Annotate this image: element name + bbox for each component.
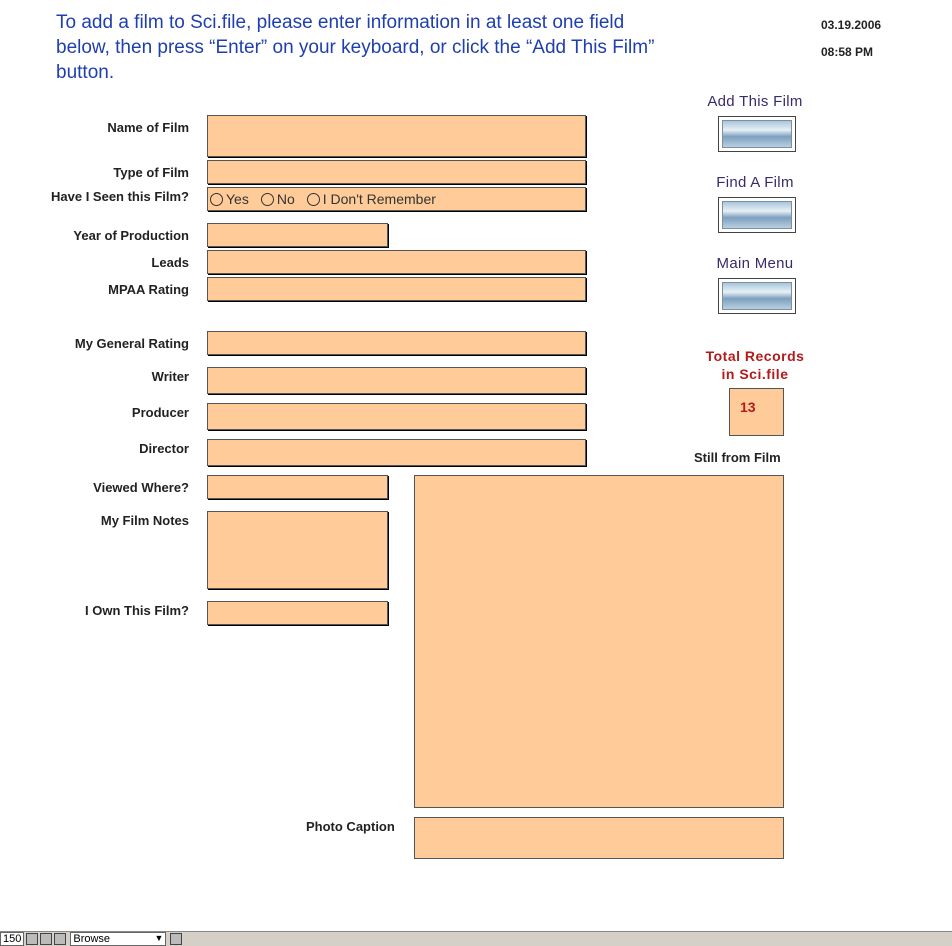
- mpaa-field[interactable]: [207, 277, 586, 301]
- seen-dont-remember-option[interactable]: I Don't Remember: [307, 191, 436, 207]
- leads-field[interactable]: [207, 250, 586, 274]
- add-film-button[interactable]: [718, 116, 796, 152]
- mpaa-label: MPAA Rating: [108, 282, 189, 297]
- viewed-where-field[interactable]: [207, 475, 388, 499]
- type-of-film-label: Type of Film: [113, 165, 189, 180]
- seen-film-label: Have I Seen this Film?: [51, 189, 189, 204]
- status-area-toggle-icon[interactable]: [54, 933, 66, 945]
- find-film-button[interactable]: [718, 197, 796, 233]
- still-from-film-label: Still from Film: [694, 450, 781, 465]
- type-of-film-field[interactable]: [207, 160, 586, 184]
- photo-caption-field[interactable]: [414, 817, 784, 859]
- main-menu-button[interactable]: [718, 278, 796, 314]
- button-face: [722, 201, 792, 229]
- producer-field[interactable]: [207, 403, 586, 430]
- photo-caption-label: Photo Caption: [306, 819, 395, 834]
- writer-field[interactable]: [207, 367, 586, 394]
- total-records-label: Total Records in Sci.file: [705, 348, 805, 382]
- radio-circle-icon[interactable]: [261, 193, 274, 206]
- seen-no-option[interactable]: No: [261, 191, 295, 207]
- current-date: 03.19.2006: [821, 18, 882, 32]
- film-notes-field[interactable]: [207, 511, 388, 589]
- still-image-container[interactable]: [414, 475, 784, 808]
- add-film-label: Add This Film: [707, 93, 803, 110]
- main-menu-label: Main Menu: [716, 255, 794, 272]
- seen-film-radio-group: [207, 187, 586, 211]
- zoom-out-icon[interactable]: [26, 933, 38, 945]
- status-bar: [0, 931, 952, 946]
- general-rating-field[interactable]: [207, 331, 586, 355]
- name-of-film-field[interactable]: [207, 115, 586, 157]
- year-field[interactable]: [207, 223, 388, 247]
- year-label: Year of Production: [73, 228, 189, 243]
- zoom-level[interactable]: 150: [0, 932, 24, 946]
- button-face: [722, 120, 792, 148]
- director-field[interactable]: [207, 439, 586, 466]
- director-label: Director: [139, 441, 189, 456]
- name-of-film-label: Name of Film: [107, 120, 189, 135]
- producer-label: Producer: [131, 405, 189, 420]
- mode-selector[interactable]: Browse ▼: [70, 932, 166, 946]
- button-face: [722, 282, 792, 310]
- scroll-left-icon[interactable]: [170, 933, 182, 945]
- zoom-in-icon[interactable]: [40, 933, 52, 945]
- radio-circle-icon[interactable]: [210, 193, 223, 206]
- own-film-label: I Own This Film?: [85, 603, 189, 618]
- chevron-down-icon: ▼: [154, 933, 164, 943]
- film-notes-label: My Film Notes: [100, 513, 189, 528]
- instructions-text: To add a film to Sci.file, please enter information in at least one field below, then press “Enter” on your keyboard, or click the “Add This Film” button.: [56, 12, 655, 83]
- total-records-value: 13: [729, 388, 784, 436]
- writer-label: Writer: [151, 369, 189, 384]
- leads-label: Leads: [151, 255, 189, 270]
- find-film-label: Find A Film: [716, 174, 794, 191]
- seen-yes-option[interactable]: Yes: [210, 191, 249, 207]
- own-film-field[interactable]: [207, 601, 388, 625]
- radio-circle-icon[interactable]: [307, 193, 320, 206]
- current-time: 08:58 PM: [821, 45, 874, 59]
- general-rating-label: My General Rating: [74, 336, 189, 351]
- viewed-where-label: Viewed Where?: [93, 480, 189, 495]
